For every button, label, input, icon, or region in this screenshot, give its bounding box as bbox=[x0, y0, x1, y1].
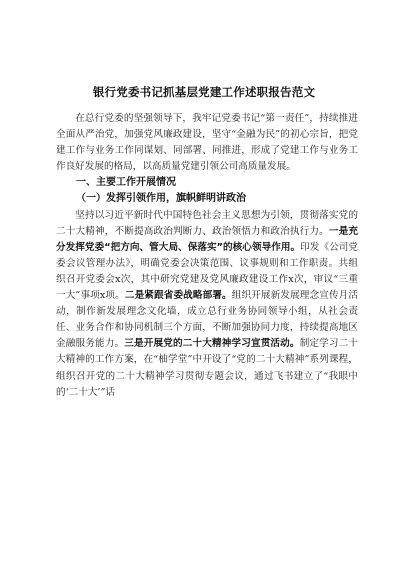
paragraph-text-intro: 坚持以习近平新时代中国特色社会主义思想为引领，贯彻落实党的二十大精神，不断提高政治判断力、政治领悟力和政治执行力。 bbox=[56, 209, 358, 237]
intro-paragraph: 在总行党委的坚强领导下，我牢记党委书记“第一责任”，持续推进全面从严治党，加强党风廉政建设，坚守“金融为民”的初心宗旨，把党建工作与业务工作同谋划、同部署、同推进，形成了党建工作与业务工作良好发展的格局，以高质量党建引领公司高质量发展。 bbox=[56, 113, 358, 173]
paragraph-text-point-three: 制定学习二十大精神的工作方案，在“柚学堂”中开设了“党的二十大精神”系列课程，组织召开党的二十大精神学习贯彻专题会议，通过飞书建立了“我眼中的‘二十大’”话 bbox=[56, 338, 359, 398]
paragraph-text-point-one: 印发《公司党委会议管理办法》，明确党委会决策范围、议事规则和工作职责。共组织召开党委会x次，其中研究党建及党风廉政建设工作x次，审议“三重一大”事项x项。 bbox=[56, 241, 358, 302]
emphasis-point-two: 二是紧跟省委战略部署。 bbox=[124, 290, 232, 302]
document-title: 银行党委书记抓基层党建工作述职报告范文 bbox=[92, 85, 316, 99]
body-paragraph-politics bbox=[56, 208, 358, 401]
emphasis-point-three: 三是开展党的二十大精神学习宣贯活动。 bbox=[124, 338, 300, 350]
document-body bbox=[56, 111, 358, 401]
emphasis-point-one: 一是充分发挥党委“把方向、管大局、保落实”的核心领导作用。 bbox=[56, 225, 359, 253]
subsection-heading-leading-role: （一）发挥引领作用，旗帜鲜明讲政治 bbox=[76, 193, 246, 205]
paragraph-text-point-two: 组织开展新发展理念宣传月活动，制作新发展理念文化墙，成立总行业务协同领导小组，从社会责任、业务合作和协同机制三个方面，不断加强协同力度，持续提高地区金融服务能力。 bbox=[56, 290, 358, 350]
section-heading-main-work: 一、主要工作开展情况 bbox=[76, 177, 176, 189]
